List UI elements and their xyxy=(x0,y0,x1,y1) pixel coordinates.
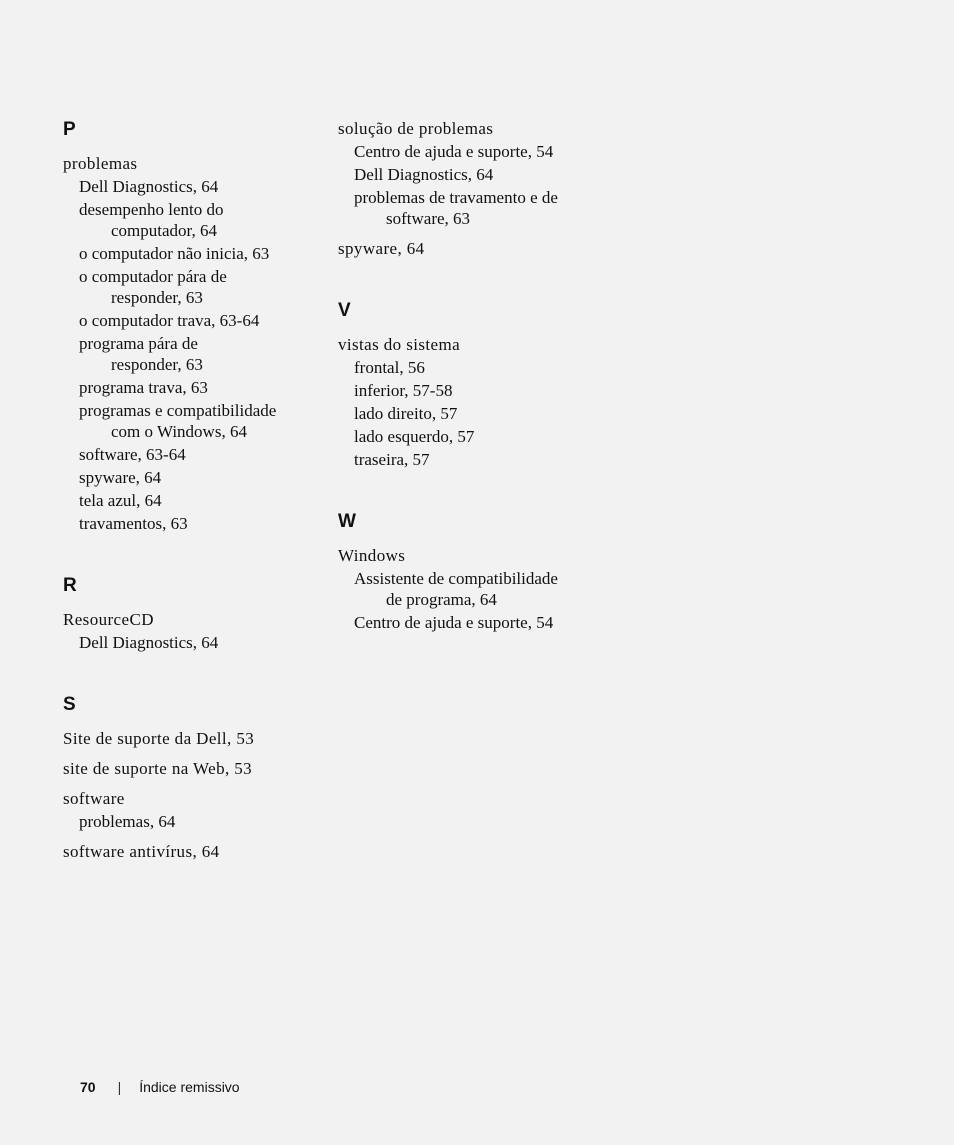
index-section xyxy=(63,574,313,653)
index-section xyxy=(63,693,313,862)
subentry-text: problemas de travamento e de xyxy=(354,188,558,207)
index-section xyxy=(338,510,588,633)
index-entry xyxy=(63,728,313,749)
index-entry xyxy=(63,758,313,779)
footer-title: Índice remissivo xyxy=(139,1079,240,1095)
index-section xyxy=(338,299,588,470)
index-subentry xyxy=(338,449,588,470)
index-entry xyxy=(338,118,588,229)
index-term: site de suporte na Web, 53 xyxy=(63,759,253,778)
index-subentry xyxy=(63,811,313,832)
subentry-text: o computador trava, 63-64 xyxy=(79,311,260,330)
section-letter: S xyxy=(63,694,76,715)
index-entry xyxy=(63,609,313,653)
index-subentry xyxy=(63,513,313,534)
subentry-text: travamentos, 63 xyxy=(79,514,188,533)
index-entry xyxy=(338,334,588,470)
footer-separator: | xyxy=(117,1079,122,1095)
index-term: spyware, 64 xyxy=(338,239,425,258)
subentry-text: tela azul, 64 xyxy=(79,491,162,510)
subentry-text: spyware, 64 xyxy=(79,468,162,487)
index-term: problemas xyxy=(63,154,138,173)
page-footer xyxy=(80,1077,240,1097)
subentry-text: desempenho lento do xyxy=(79,200,224,219)
index-subentry xyxy=(338,568,588,610)
index-subentry xyxy=(338,380,588,401)
index-section xyxy=(63,118,313,534)
index-term: Windows xyxy=(338,546,406,565)
index-term: software xyxy=(63,789,125,808)
subentry-text: inferior, 57-58 xyxy=(354,381,453,400)
index-term: ResourceCD xyxy=(63,610,154,629)
index-subentry xyxy=(63,243,313,264)
subentry-text: Dell Diagnostics, 64 xyxy=(79,177,219,196)
index-subentry xyxy=(63,377,313,398)
section-letter: P xyxy=(63,119,76,140)
page-number: 70 xyxy=(80,1079,96,1095)
index-subentry xyxy=(63,490,313,511)
index-subentry xyxy=(338,426,588,447)
index-subentry xyxy=(63,199,313,241)
section-letter: V xyxy=(338,300,351,321)
index-subentry xyxy=(63,632,313,653)
subentry-text: software, 63-64 xyxy=(79,445,186,464)
subentry-text: Assistente de compatibilidade xyxy=(354,569,558,588)
subentry-text: lado esquerdo, 57 xyxy=(354,427,475,446)
index-subentry xyxy=(63,444,313,465)
index-subentry xyxy=(63,310,313,331)
subentry-text: problemas, 64 xyxy=(79,812,176,831)
index-entry xyxy=(338,238,588,259)
subentry-text: frontal, 56 xyxy=(354,358,425,377)
subentry-continuation: responder, 63 xyxy=(111,355,203,374)
subentry-text: programa trava, 63 xyxy=(79,378,208,397)
subentry-text: o computador não inicia, 63 xyxy=(79,244,270,263)
subentry-continuation: de programa, 64 xyxy=(386,590,497,609)
subentry-text: programa pára de xyxy=(79,334,198,353)
subentry-continuation: com o Windows, 64 xyxy=(111,422,247,441)
subentry-continuation: computador, 64 xyxy=(111,221,218,240)
section-letter: W xyxy=(338,511,356,532)
subentry-text: o computador pára de xyxy=(79,267,227,286)
index-subentry xyxy=(338,141,588,162)
index-entry xyxy=(338,545,588,633)
index-column-left xyxy=(63,118,313,862)
subentry-continuation: software, 63 xyxy=(386,209,471,228)
subentry-text: programas e compatibilidade xyxy=(79,401,277,420)
subentry-text: lado direito, 57 xyxy=(354,404,458,423)
index-subentry xyxy=(338,612,588,633)
index-subentry xyxy=(338,403,588,424)
subentry-continuation: responder, 63 xyxy=(111,288,203,307)
index-term: vistas do sistema xyxy=(338,335,461,354)
index-entry xyxy=(63,841,313,862)
subentry-text: Centro de ajuda e suporte, 54 xyxy=(354,613,554,632)
index-subentry xyxy=(63,266,313,308)
index-subentry xyxy=(63,467,313,488)
index-subentry xyxy=(63,400,313,442)
index-subentry xyxy=(338,187,588,229)
subentry-text: Dell Diagnostics, 64 xyxy=(354,165,494,184)
index-section xyxy=(338,118,588,259)
subentry-text: Centro de ajuda e suporte, 54 xyxy=(354,142,554,161)
subentry-text: traseira, 57 xyxy=(354,450,430,469)
index-entry xyxy=(63,153,313,534)
index-column-right xyxy=(338,118,588,633)
subentry-text: Dell Diagnostics, 64 xyxy=(79,633,219,652)
index-subentry xyxy=(338,164,588,185)
index-term: Site de suporte da Dell, 53 xyxy=(63,729,255,748)
index-entry xyxy=(63,788,313,832)
index-subentry xyxy=(338,357,588,378)
section-letter: R xyxy=(63,575,77,596)
index-term: software antivírus, 64 xyxy=(63,842,220,861)
index-subentry xyxy=(63,333,313,375)
index-term: solução de problemas xyxy=(338,119,494,138)
index-subentry xyxy=(63,176,313,197)
